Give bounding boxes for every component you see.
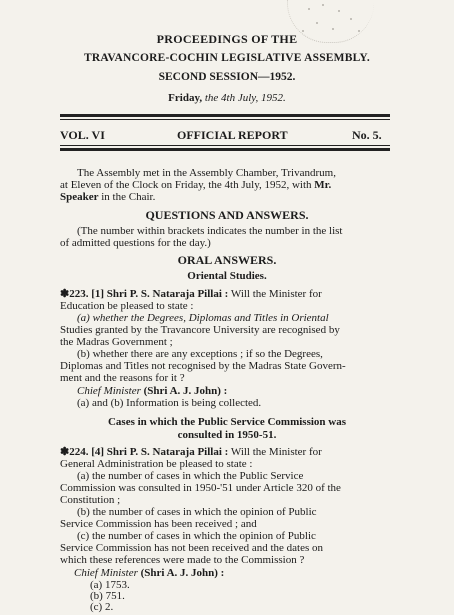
- intro-line-1: The Assembly met in the Assembly Chamber, Trivandrum,: [77, 167, 336, 179]
- volume-label: VOL. VI: [60, 128, 105, 142]
- q223-answer-by: Chief Minister (Shri A. J. John) :: [77, 385, 228, 397]
- q223-line-4: Studies granted by the Travancore University are recognised by: [60, 324, 340, 336]
- q224-line-5: Constitution ;: [60, 494, 121, 506]
- note-line-2: of admitted questions for the day.): [60, 237, 211, 249]
- assembly-name: TRAVANCORE-COCHIN LEGISLATIVE ASSEMBLY.: [84, 52, 370, 64]
- issue-number: No. 5.: [352, 128, 382, 142]
- q224-answer-c: (c) 2.: [90, 601, 114, 613]
- intro-line-3: Speaker in the Chair.: [60, 191, 156, 203]
- q224-answer-by: Chief Minister (Shri A. J. John) :: [74, 567, 225, 579]
- q224-answer-a: (a) 1753.: [90, 579, 130, 591]
- session-title: SECOND SESSION—1952.: [158, 71, 296, 83]
- q224-member: Shri P. S. Nataraja Pillai :: [106, 446, 229, 458]
- q224-subject-line-1: Cases in which the Public Service Commission was: [107, 416, 347, 428]
- q223-line-3: (a) whether the Degrees, Diplomas and Titles in Oriental: [77, 312, 329, 324]
- official-report-title: OFFICIAL REPORT: [177, 128, 288, 142]
- q224-line-2: General Administration be pleased to state :: [60, 458, 253, 470]
- q223-line-5: the Madras Government ;: [60, 336, 173, 348]
- q224-line-7: Service Commission has been received ; and: [60, 518, 257, 530]
- q223-line-6: (b) whether there are any exceptions ; if so the Degrees,: [77, 348, 323, 360]
- proceedings-title: PROCEEDINGS OF THE: [156, 32, 298, 46]
- q224-line-4: Commission was consulted in 1950-'51 under Article 320 of the: [60, 482, 341, 494]
- q223-line-2: Education be pleased to state :: [60, 300, 194, 312]
- q223-line-1: ✽223. [1] Shri P. S. Nataraja Pillai : Will the Minister for: [60, 288, 322, 300]
- q223-line-7: Diplomas and Titles not recognised by the Madras State Govern-: [60, 360, 346, 372]
- q223-member: Shri P. S. Nataraja Pillai :: [106, 288, 229, 300]
- q224-line-1: ✽224. [4] Shri P. S. Nataraja Pillai : Will the Minister for: [60, 446, 322, 458]
- top-rule: [60, 114, 390, 117]
- note-line-1: (The number within brackets indicates the number in the list: [77, 225, 343, 237]
- q223-subject: Oriental Studies.: [187, 270, 267, 282]
- intro-line-2: at Eleven of the Clock on Friday, the 4th July, 1952, with Mr.: [60, 179, 332, 191]
- q223-answer: (a) and (b) Information is being collected.: [77, 397, 262, 409]
- date-day: Friday,: [168, 92, 203, 104]
- q224-line-10: which these references were made to the Commission ?: [60, 554, 305, 566]
- oral-answers-heading: ORAL ANSWERS.: [177, 253, 277, 267]
- q223-line-8: ment and the reasons for it ?: [60, 372, 185, 384]
- q223-number: ✽223. [1]: [60, 288, 105, 300]
- q224-number: ✽224. [4]: [60, 446, 105, 458]
- bottom-rule-thin: [60, 145, 390, 146]
- bottom-rule: [60, 148, 390, 151]
- date-rest: the 4th July, 1952.: [202, 92, 286, 104]
- q224-line-6: (b) the number of cases in which the opinion of Public: [77, 506, 317, 518]
- session-date: [0, 92, 454, 104]
- q224-line-3: (a) the number of cases in which the Public Service: [77, 470, 304, 482]
- q224-line-9: Service Commission has not been received and the dates on: [60, 542, 324, 554]
- q224-line-8: (c) the number of cases in which the opinion of Public: [77, 530, 316, 542]
- top-rule-thin: [60, 119, 390, 120]
- q224-subject-line-2: consulted in 1950-51.: [177, 429, 277, 441]
- q224-answer-b: (b) 751.: [90, 590, 125, 602]
- questions-heading: QUESTIONS AND ANSWERS.: [145, 208, 309, 222]
